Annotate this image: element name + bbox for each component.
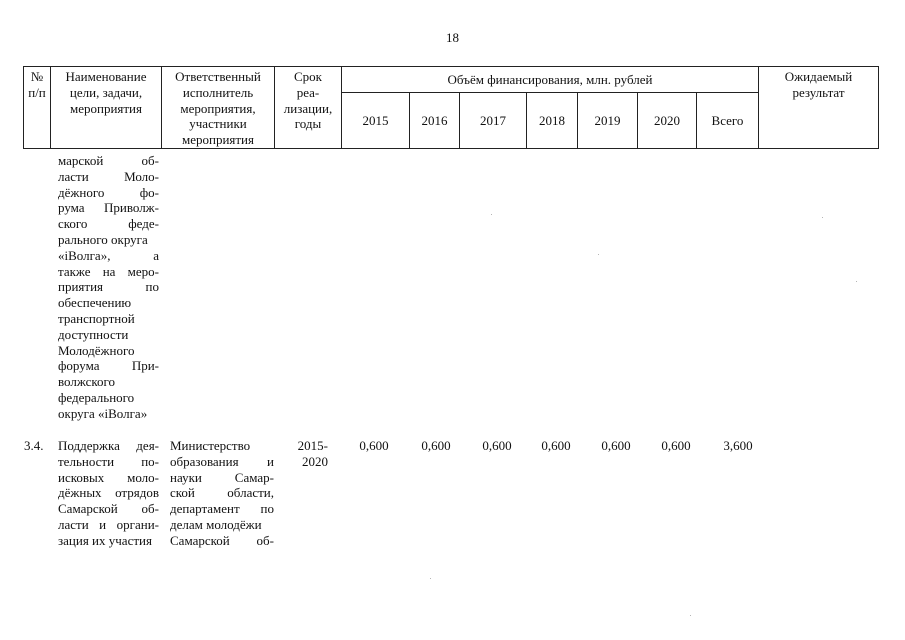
value-2015: 0,600 [359,438,389,453]
row-number: 3.4. [24,438,44,453]
scan-speck [598,254,599,255]
value-2020: 0,600 [661,438,691,453]
scan-speck [491,214,492,215]
header-year-2019: 2019 [578,93,638,149]
header-result: Ожидаемый результат [759,67,879,149]
header-term: Срок реа- лизации, годы [275,67,342,149]
header-year-2020: 2020 [638,93,697,149]
scan-speck [856,281,857,282]
row-responsible: Министерство образования и науки Самар- ской области, департамент по делам молодёжи Самарской об- [170,438,274,548]
continuation-text: марской об- ласти Моло- дёжного фо- рума Приволж- ского феде- рального округа «iВолга», а также на меро- приятия по обеспечению транспортной доступности Молодёжного форума При- волжского федерального округа «iВолга» [58,153,159,421]
page-number: 18 [446,30,459,45]
header-year-total: Всего [697,93,759,149]
value-2019: 0,600 [601,438,631,453]
scan-speck [430,578,431,579]
value-2016: 0,600 [421,438,451,453]
header-number: № п/п [24,67,51,149]
header-year-2016: 2016 [410,93,460,149]
header-name: Наименование цели, задачи, мероприятия [51,67,162,149]
header-funding: Объём финансирования, млн. рублей [342,67,759,93]
value-2018: 0,600 [541,438,571,453]
row-name: Поддержка дея- тельности по- исковых моло- дёжных отрядов Самарской об- ласти и органи- зация их участия [58,438,159,548]
value-2017: 0,600 [482,438,512,453]
table-header [23,66,879,149]
header-year-2015: 2015 [342,93,410,149]
row-term: 2015- 2020 [297,438,328,469]
scan-speck [822,217,823,218]
scan-speck [690,615,691,616]
value-total: 3,600 [723,438,753,453]
header-responsible: Ответственный исполнитель мероприятия, участники мероприятия [162,67,275,149]
header-year-2018: 2018 [527,93,578,149]
header-year-2017: 2017 [460,93,527,149]
